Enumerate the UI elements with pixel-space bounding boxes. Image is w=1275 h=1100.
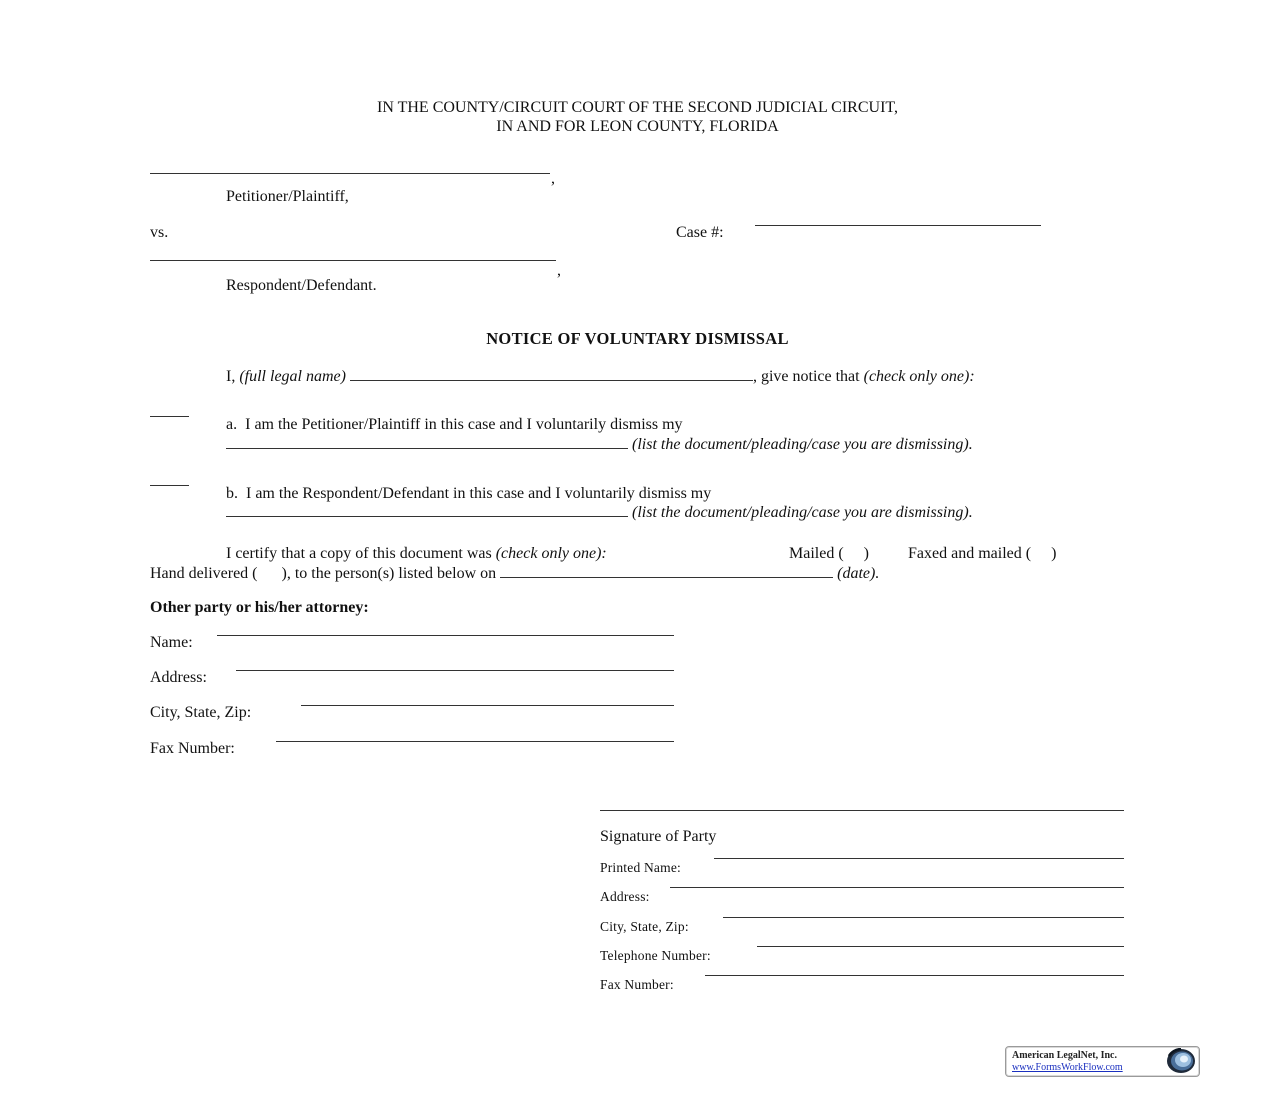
other-party-address-field[interactable] [236, 670, 674, 671]
party-fax-label: Fax Number: [600, 977, 674, 992]
court-header-line-1: IN THE COUNTY/CIRCUIT COURT OF THE SECOND JUDICIAL CIRCUIT, [377, 99, 898, 116]
date-hint: (date). [837, 565, 880, 582]
petitioner-name-line[interactable] [150, 173, 550, 174]
versus-label: vs. [150, 224, 169, 241]
logo-website-link[interactable]: www.FormsWorkFlow.com [1012, 1062, 1123, 1073]
other-party-name-label: Name: [150, 634, 193, 651]
party-city-label: City, State, Zip: [600, 919, 689, 934]
faxed-mailed-label: Faxed and mailed ( [908, 545, 1032, 562]
signature-label: Signature of Party [600, 828, 717, 845]
option-a-statement: I am the Petitioner/Plaintiff in this case and I voluntarily dismiss my [245, 416, 683, 433]
party-telephone-label: Telephone Number: [600, 948, 711, 963]
petitioner-label: Petitioner/Plaintiff, [226, 188, 349, 205]
intro-middle: , give notice that [752, 368, 860, 385]
other-party-city-field[interactable] [301, 705, 674, 706]
respondent-name-line[interactable] [150, 260, 556, 261]
american-legalnet-logo[interactable] [1005, 1046, 1200, 1077]
certify-instruction: (check only one): [495, 545, 607, 562]
option-b-letter: b. [226, 485, 238, 502]
other-party-name-field[interactable] [217, 635, 674, 636]
petitioner-comma: , [551, 170, 555, 187]
option-b-document-field[interactable] [226, 502, 628, 517]
option-b-statement: I am the Respondent/Defendant in this case and I voluntarily dismiss my [246, 485, 712, 502]
option-a-checkbox[interactable] [150, 416, 189, 417]
other-party-address-label: Address: [150, 669, 207, 686]
certify-line-2 [150, 563, 879, 583]
signature-line[interactable] [600, 810, 1124, 811]
party-address-field[interactable] [670, 887, 1124, 888]
party-telephone-field[interactable] [757, 946, 1124, 947]
court-header-line-2: IN AND FOR LEON COUNTY, FLORIDA [496, 118, 779, 135]
mailed-label: Mailed ( [789, 545, 844, 562]
party-fax-field[interactable] [705, 975, 1124, 976]
full-legal-name-hint: (full legal name) [239, 368, 346, 385]
logo-company-name: American LegalNet, Inc. [1012, 1050, 1117, 1061]
option-a-text [226, 416, 683, 434]
certify-line-1 [226, 545, 607, 563]
option-b-checkbox[interactable] [150, 485, 189, 486]
intro-instruction: (check only one): [863, 368, 975, 385]
other-party-fax-field[interactable] [276, 741, 674, 742]
certify-text-2: ), to the person(s) listed below on [281, 565, 497, 582]
option-a-hint: (list the document/pleading/case you are dismissing). [632, 436, 973, 453]
other-party-heading: Other party or his/her attorney: [150, 599, 369, 616]
party-address-label: Address: [600, 889, 650, 904]
option-b-hint: (list the document/pleading/case you are dismissing). [632, 504, 973, 521]
option-a-letter: a. [226, 416, 238, 433]
document-title: NOTICE OF VOLUNTARY DISMISSAL [486, 329, 789, 348]
case-number-field[interactable] [755, 225, 1041, 226]
printed-name-field[interactable] [714, 858, 1124, 859]
intro-prefix: I, [226, 368, 236, 385]
option-a-document-field[interactable] [226, 434, 628, 449]
party-city-field[interactable] [723, 917, 1124, 918]
mailed-option[interactable]: Mailed ( ) [789, 545, 869, 562]
certify-text: I certify that a copy of this document was [226, 545, 492, 562]
other-party-city-label: City, State, Zip: [150, 704, 252, 721]
respondent-label: Respondent/Defendant. [226, 277, 377, 294]
other-party-fax-label: Fax Number: [150, 740, 235, 757]
intro-line [226, 366, 975, 386]
full-legal-name-field[interactable] [350, 366, 753, 381]
option-a-document-row [226, 434, 973, 454]
hand-delivered-label: Hand delivered ( [150, 565, 258, 582]
globe-icon [1164, 1048, 1196, 1074]
service-date-field[interactable] [500, 563, 833, 578]
option-b-text [226, 485, 711, 503]
case-number-label: Case #: [676, 224, 724, 241]
printed-name-label: Printed Name: [600, 860, 681, 875]
option-b-document-row [226, 502, 973, 522]
faxed-mailed-option[interactable]: Faxed and mailed ( ) [908, 545, 1057, 562]
respondent-comma: , [557, 262, 561, 279]
